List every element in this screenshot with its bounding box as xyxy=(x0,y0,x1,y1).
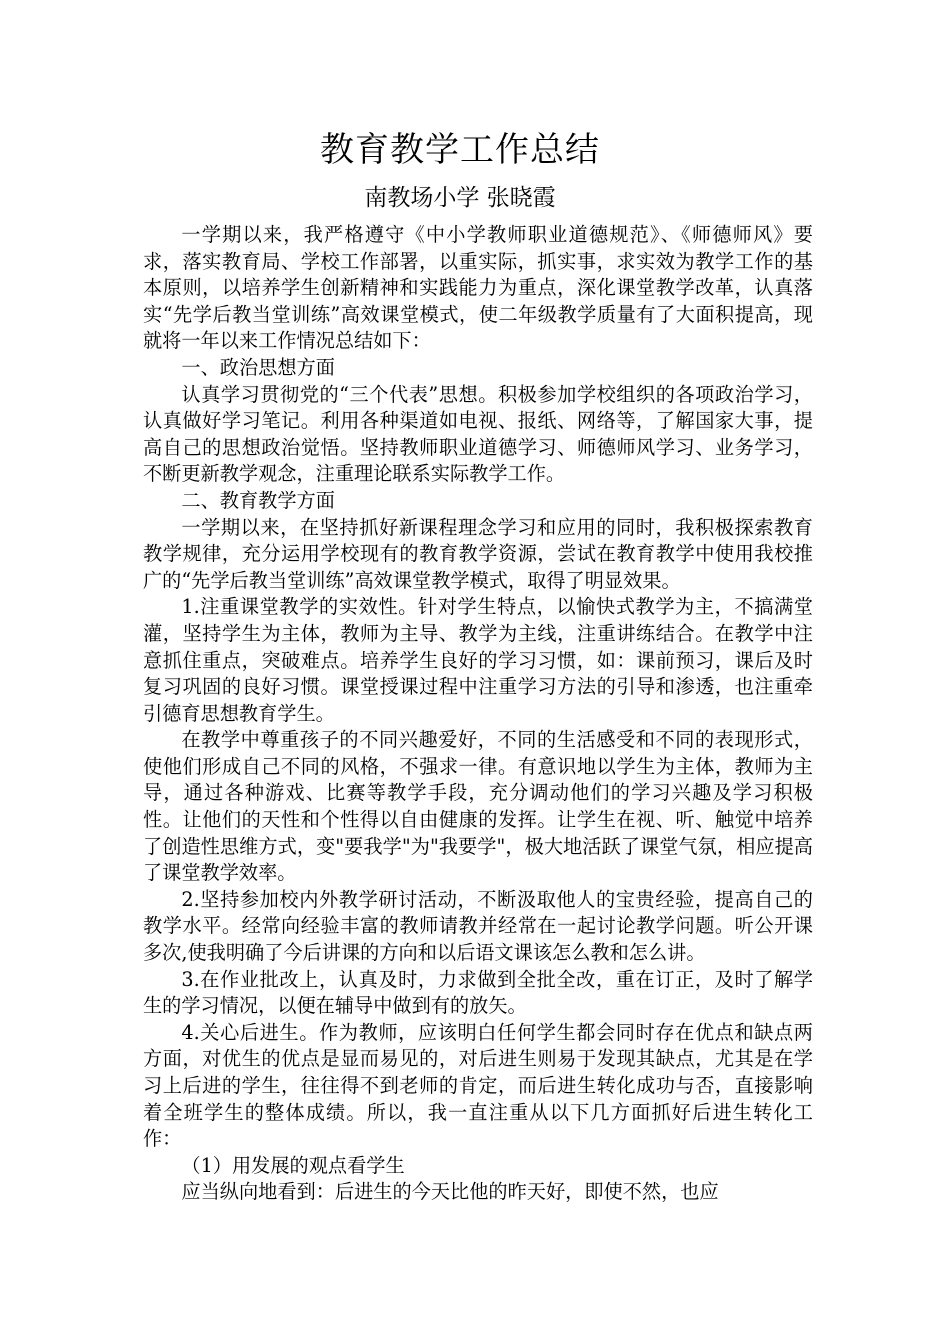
paragraph-development-view: 应当纵向地看到：后进生的今天比他的昨天好，即使不然，也应 xyxy=(181,1180,719,1204)
paragraph-point-1: 1.注重课堂教学的实效性。针对学生特点，以愉快式教学为主，不搞满堂灌，坚持学生为主体，教师为主导、教学为主线，注重讲练结合。在教学中注意抓住重点，突破难点。培养学生良好的学习习惯，如：课前预习，课后及时复习巩固的良好习惯。课堂授课过程中注重学习方法的引导和渗透，也注重牵引德育思想教育学生。 xyxy=(143,595,813,725)
paragraph-point-3: 3.在作业批改上，认真及时，力求做到全批全改，重在订正，及时了解学生的学习情况，以便在辅导中做到有的放矢。 xyxy=(143,967,813,1018)
paragraph-point-2: 2.坚持参加校内外教学研讨活动，不断汲取他人的宝贵经验，提高自己的教学水平。经常向经验丰富的教师请教并经常在一起讨论教学问题。听公开课多次,使我明确了今后讲课的方向和以后语文课该怎么教和怎么讲。 xyxy=(143,887,813,965)
section-heading-teaching: 二、教育教学方面 xyxy=(181,488,335,512)
paragraph-teaching-intro: 一学期以来，在坚持抓好新课程理念学习和应用的同时，我积极探索教育教学规律，充分运用学校现有的教育教学资源，尝试在教育教学中使用我校推广的“先学后教当堂训练”高效课堂教学模式，取得了明显效果。 xyxy=(143,515,813,592)
document-body xyxy=(143,222,813,1206)
paragraph-politics: 认真学习贯彻党的“三个代表”思想。积极参加学校组织的各项政治学习，认真做好学习笔记。利用各种渠道如电视、报纸、网络等，了解国家大事，提高自己的思想政治觉悟。坚持教师职业道德学习、师德师风学习、业务学习，不断更新教学观念，注重理论联系实际教学工作。 xyxy=(143,382,813,486)
section-heading-politics: 一、政治思想方面 xyxy=(181,355,335,379)
paragraph-intro: 一学期以来，我严格遵守《中小学教师职业道德规范》、《师德师风》要求，落实教育局、学校工作部署，以重实际，抓实事，求实效为教学工作的基本原则，以培养学生创新精神和实践能力为重点，深化课堂教学改革，认真落实“先学后教当堂训练”高效课堂模式，使二年级教学质量有了大面积提高，现就将一年以来工作情况总结如下： xyxy=(143,223,813,353)
subheading-development-view: （1）用发展的观点看学生 xyxy=(181,1153,405,1177)
document-subtitle: 南教场小学 张晓霞 xyxy=(364,185,556,211)
paragraph-interests: 在教学中尊重孩子的不同兴趣爱好，不同的生活感受和不同的表现形式，使他们形成自己不同的风格，不强求一律。有意识地以学生为主体，教师为主导，通过各种游戏、比赛等教学手段，充分调动他们的学习兴趣及学习积极性。让他们的天性和个性得以自由健康的发挥。让学生在视、听、触觉中培养了创造性思维方式，变"要我学"为"我要学"，极大地活跃了课堂气氛，相应提高了课堂教学效率。 xyxy=(143,728,813,885)
document-title: 教育教学工作总结 xyxy=(320,130,600,170)
paragraph-point-4: 4.关心后进生。作为教师，应该明白任何学生都会同时存在优点和缺点两方面，对优生的优点是显而易见的，对后进生则易于发现其缺点，尤其是在学习上后进的学生，往往得不到老师的肯定，而后进生转化成功与否，直接影响着全班学生的整体成绩。所以，我一直注重从以下几方面抓好后进生转化工作： xyxy=(143,1020,813,1151)
